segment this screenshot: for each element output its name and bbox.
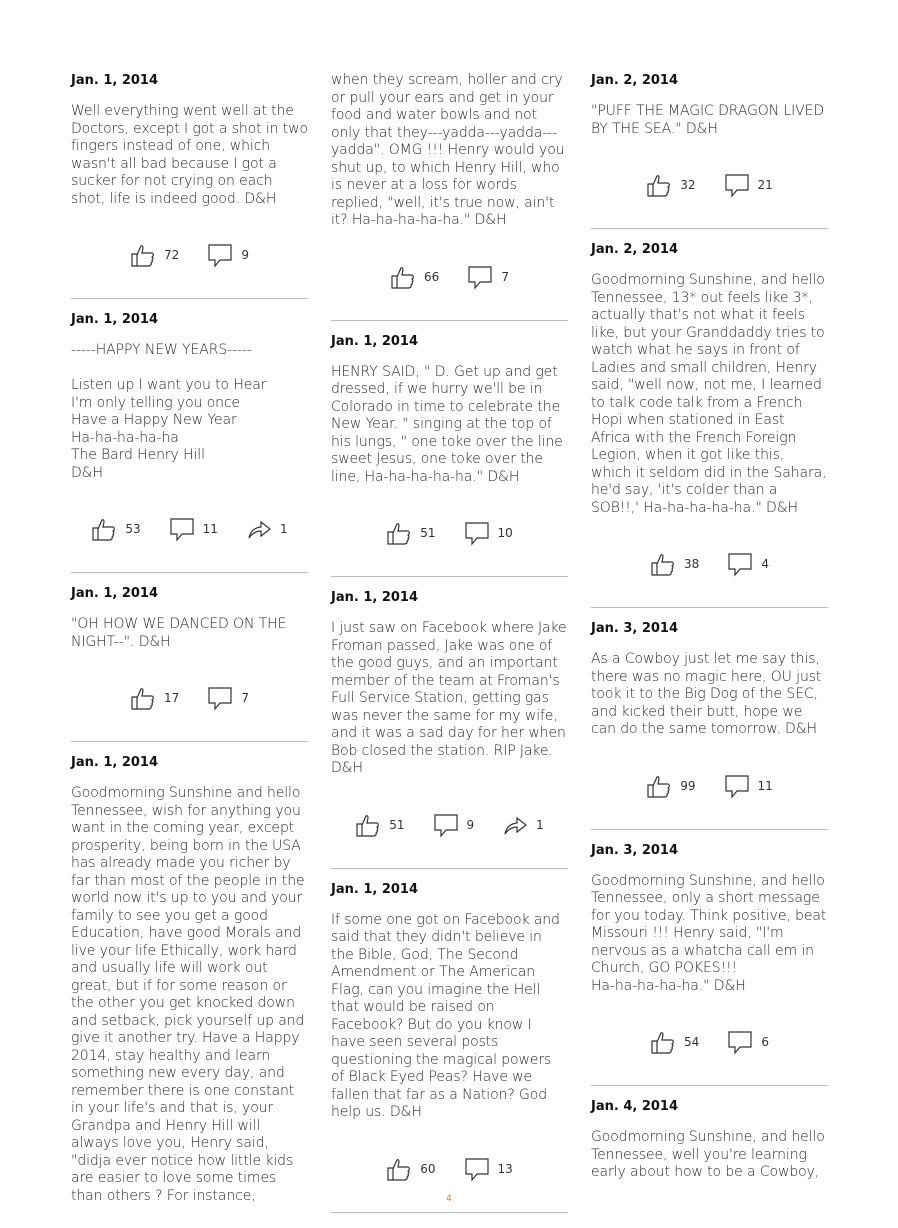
post xyxy=(71,299,308,573)
column-2 xyxy=(331,60,568,1213)
post-date: Jan. 4, 2014 xyxy=(591,1099,679,1114)
post xyxy=(71,60,308,299)
post-date: Jan. 2, 2014 xyxy=(591,73,679,88)
like-count: 51 xyxy=(389,817,405,832)
post xyxy=(591,1086,828,1182)
post-text: -----HAPPY NEW YEARS----- Listen up I want you to Hear I'm only telling you once Have a Happy New Year Ha-ha-ha-ha-ha The Bard Henry Hill D&H xyxy=(71,342,267,481)
share-icon xyxy=(502,812,528,838)
comment-count: 7 xyxy=(501,269,509,284)
like-count: 38 xyxy=(684,557,700,571)
like-count: 17 xyxy=(164,691,180,705)
post xyxy=(71,742,308,1205)
share-button[interactable] xyxy=(246,516,288,542)
post-date: Jan. 1, 2014 xyxy=(71,586,159,601)
like-count: 60 xyxy=(420,1161,436,1176)
comment-icon xyxy=(464,520,490,546)
comment-icon xyxy=(207,242,233,268)
share-icon xyxy=(246,516,272,542)
post-actions xyxy=(591,138,828,228)
comment-count: 9 xyxy=(466,817,475,832)
comment-icon xyxy=(207,685,233,711)
comment-count: 11 xyxy=(757,778,773,793)
comment-icon xyxy=(727,1029,753,1055)
post-continuation xyxy=(331,60,568,321)
comment-count: 10 xyxy=(497,526,513,540)
post xyxy=(591,229,828,608)
like-button[interactable] xyxy=(355,812,404,838)
thumbs-up-icon xyxy=(646,172,672,198)
comment-button[interactable] xyxy=(467,264,509,290)
like-button[interactable] xyxy=(386,520,435,546)
post-actions xyxy=(71,651,308,741)
post-text: Well everything went well at the Doctors, except I got a shot in two fingers instead of one, which wasn't all bad because I got a sucker for not crying on each shot, life is indeed good. D&H xyxy=(71,103,308,207)
comment-icon xyxy=(433,812,459,838)
post xyxy=(591,830,828,1087)
column-3 xyxy=(591,60,828,1182)
comment-icon xyxy=(467,264,493,290)
share-count: 1 xyxy=(279,522,288,536)
like-button[interactable] xyxy=(130,242,179,268)
comment-icon xyxy=(727,551,753,577)
comment-count: 11 xyxy=(202,522,218,536)
post-date: Jan. 1, 2014 xyxy=(331,590,419,605)
post-actions xyxy=(591,517,828,607)
comment-button[interactable] xyxy=(207,685,249,711)
thumbs-up-icon xyxy=(646,773,672,799)
comment-icon xyxy=(169,516,195,542)
thumbs-up-icon xyxy=(650,1029,676,1055)
comment-count: 4 xyxy=(761,557,769,571)
thumbs-up-icon xyxy=(130,685,156,711)
like-button[interactable] xyxy=(646,172,695,198)
comment-icon xyxy=(724,172,750,198)
comment-count: 7 xyxy=(241,691,249,705)
post-text: I just saw on Facebook where Jake Froman passed, Jake was one of the good guys, and an important member of the team at Froman's Full Service Station, getting gas was never the same for my wife, and it was a sad day for her when Bob closed the station. RIP Jake. D&H xyxy=(331,620,567,776)
like-count: 51 xyxy=(420,526,436,540)
post-actions xyxy=(331,778,568,868)
comment-button[interactable] xyxy=(464,1156,513,1182)
post-actions xyxy=(71,482,308,572)
like-button[interactable] xyxy=(386,1156,435,1182)
like-count: 66 xyxy=(424,269,440,284)
comment-button[interactable] xyxy=(433,812,475,838)
post xyxy=(331,869,568,1213)
comment-count: 13 xyxy=(497,1161,513,1176)
thumbs-up-icon xyxy=(91,516,117,542)
like-button[interactable] xyxy=(390,264,439,290)
like-button[interactable] xyxy=(646,773,695,799)
thumbs-up-icon xyxy=(386,1156,412,1182)
comment-button[interactable] xyxy=(207,242,249,268)
post-date: Jan. 2, 2014 xyxy=(591,242,679,257)
post-actions xyxy=(331,230,568,320)
comment-button[interactable] xyxy=(464,520,513,546)
share-count: 1 xyxy=(536,817,544,832)
post xyxy=(331,577,568,869)
post-date: Jan. 1, 2014 xyxy=(331,881,419,897)
comment-count: 9 xyxy=(241,248,249,262)
post-date: Jan. 1, 2014 xyxy=(71,73,159,88)
comment-icon xyxy=(464,1156,490,1182)
post-text: Goodmorning Sunshine, and hello Tennessee, 13* out feels like 3*, actually that's not what it feels like, but your Granddaddy tries to watch what he says in front of Ladies and small children, Henry said, "well now, not me, I learned to talk code talk from a French Hopi when stationed in East Africa with the French Foreign Legion, when it got like this, which it seldom did in the Sahara, he'd say, 'it's colder than a SOB!!,' Ha-ha-ha-ha-ha." D&H xyxy=(591,272,827,516)
thumbs-up-icon xyxy=(355,812,381,838)
post-text: when they scream, holler and cry or pull your ears and get in your food and water bowls and not only that they---yadda---yadda---yadda". OMG !!! Henry would you shut up, to which Henry Hill, who is never at a loss for words replied, "well, it's true now, ain't it? Ha-ha-ha-ha-ha." D&H xyxy=(331,72,565,228)
post-actions xyxy=(591,995,828,1085)
like-button[interactable] xyxy=(650,1029,699,1055)
comment-button[interactable] xyxy=(169,516,218,542)
post xyxy=(591,60,828,229)
post-text: Goodmorning Sunshine, and hello Tennessee, only a short message for you today. Think positive, beat Missouri !!! Henry said, "I'm nervous as a whatcha call em in Church, GO POKES!!! Ha-ha-ha-ha-ha." D&H xyxy=(591,872,827,994)
like-count: 53 xyxy=(125,522,141,536)
post-text: As a Cowboy just let me say this, there was no magic here, OU just took it to the Big Dog of the SEC, and kicked their butt, hope we can do the same tomorrow. D&H xyxy=(591,651,822,737)
like-button[interactable] xyxy=(130,685,179,711)
post-text: "OH HOW WE DANCED ON THE NIGHT--". D&H xyxy=(71,616,287,650)
post-text: Goodmorning Sunshine and hello Tennessee, wish for anything you want in the coming year, except prosperity, being born in the USA has already made you richer by far than most of the people in the world now it's up to you and your family to see you get a good Education, have good Morals and live your life Ethically, work hard and usually life will work out great, but if for some reason or the other you get knocked down and setback, pick yourself up and give it another try. Have a Happy 2014, stay healthy and learn something new every day, and remember there is one constant in your life's and that is, your Grandpa and Henry Hill will always love you, Henry said, "didja ever notice how little kids are easier to love some times than others ? For instance, xyxy=(71,785,305,1204)
post-date: Jan. 3, 2014 xyxy=(591,842,679,858)
thumbs-up-icon xyxy=(386,520,412,546)
post xyxy=(71,573,308,742)
like-count: 72 xyxy=(164,248,180,262)
like-count: 32 xyxy=(680,178,696,192)
comment-count: 6 xyxy=(761,1035,769,1049)
post-actions xyxy=(71,208,308,298)
post-date: Jan. 3, 2014 xyxy=(591,621,679,636)
comment-button[interactable] xyxy=(727,551,769,577)
comment-button[interactable] xyxy=(727,1029,769,1055)
column-1 xyxy=(71,60,308,1205)
comment-button[interactable] xyxy=(724,773,773,799)
post-text: If some one got on Facebook and said that they didn't believe in the Bible, God, The Second Amendment or The American Flag, can you imagine the Hell that would be raised on Facebook? But do you know I have seen several posts questioning the magical powers of Black Eyed Peas? Have we fallen that far as a Nation? God help us. D&H xyxy=(331,911,560,1120)
post-text: "PUFF THE MAGIC DRAGON LIVED BY THE SEA." D&H xyxy=(591,103,825,137)
like-button[interactable] xyxy=(91,516,140,542)
post-date: Jan. 1, 2014 xyxy=(331,333,419,349)
post-date: Jan. 1, 2014 xyxy=(71,312,159,327)
like-count: 54 xyxy=(684,1035,700,1049)
post-date: Jan. 1, 2014 xyxy=(71,755,159,770)
post xyxy=(591,608,828,830)
comment-icon xyxy=(724,773,750,799)
post-actions xyxy=(331,486,568,576)
post xyxy=(331,321,568,578)
like-button[interactable] xyxy=(650,551,699,577)
post-text: HENRY SAID, " D. Get up and get dressed, if we hurry we'll be in Colorado in time to celebrate the New Year. " singing at the top of his lungs, " one toke over the line sweet Jesus, one toke over the line, Ha-ha-ha-ha-ha." D&H xyxy=(331,363,563,485)
thumbs-up-icon xyxy=(390,264,416,290)
page-number: 4 xyxy=(446,1194,452,1204)
comment-button[interactable] xyxy=(724,172,773,198)
thumbs-up-icon xyxy=(650,551,676,577)
post-actions xyxy=(591,739,828,829)
comment-count: 21 xyxy=(757,178,773,192)
share-button[interactable] xyxy=(502,812,544,838)
post-text: Goodmorning Sunshine, and hello Tennessee, well you're learning early about how to be a Cowboy, xyxy=(591,1129,825,1180)
thumbs-up-icon xyxy=(130,242,156,268)
like-count: 99 xyxy=(680,778,696,793)
